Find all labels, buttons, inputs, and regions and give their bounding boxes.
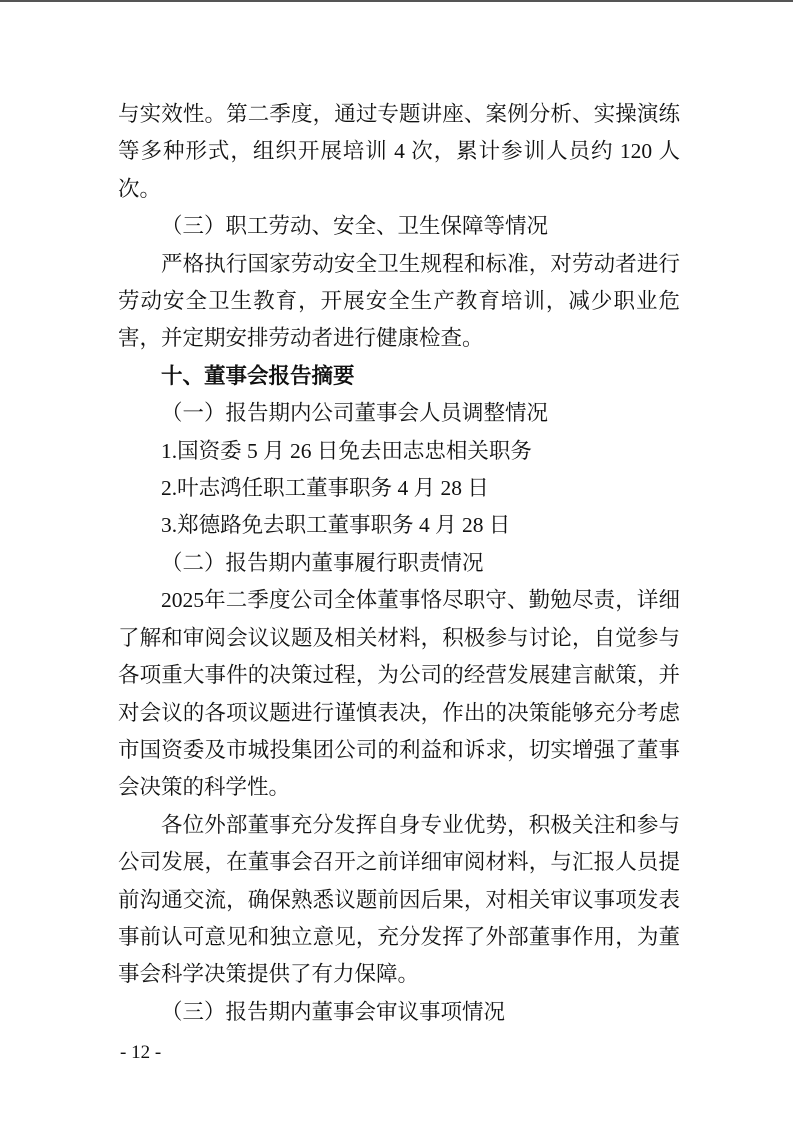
list-item: 1.国资委 5 月 26 日免去田志忠相关职务 [161, 438, 532, 463]
body-paragraph: 2025年二季度公司全体董事恪尽职守、勤勉尽责，详细了解和审阅会议议题及相关材料，积极参与讨论，自觉参与各项重大事件的决策过程，为公司的经营发展建言献策，并对会议的各项议题进行谨慎表决，作出的决策能够充分考虑市国资委及市城投集团公司的利益和诉求，切实增强了董事会决策的科学性。 [118, 588, 680, 800]
subsection-heading: （三）职工劳动、安全、卫生保障等情况 [161, 214, 549, 239]
subsection-heading: （二）报告期内董事履行职责情况 [161, 550, 484, 575]
list-item: 2.叶志鸿任职工董事职务 4 月 28 日 [161, 476, 489, 501]
document-body [118, 96, 680, 1031]
section-heading: 十、董事会报告摘要 [161, 363, 355, 388]
body-paragraph: 严格执行国家劳动安全卫生规程和标准，对劳动者进行劳动安全卫生教育，开展安全生产教育培训，减少职业危害，并定期安排劳动者进行健康检查。 [118, 251, 680, 351]
body-paragraph-continuation: 与实效性。第二季度，通过专题讲座、案例分析、实操演练等多种形式，组织开展培训 4 次，累计参训人员约 120 人次。 [118, 102, 680, 201]
body-paragraph: 各位外部董事充分发挥自身专业优势，积极关注和参与公司发展，在董事会召开之前详细审阅材料，与汇报人员提前沟通交流，确保熟悉议题前因后果，对相关审议事项发表事前认可意见和独立意见，充分发挥了外部董事作用，为董事会科学决策提供了有力保障。 [118, 812, 680, 987]
list-item: 3.郑德路免去职工董事职务 4 月 28 日 [161, 513, 511, 538]
subsection-heading: （三）报告期内董事会审议事项情况 [161, 999, 506, 1024]
subsection-heading: （一）报告期内公司董事会人员调整情况 [161, 401, 549, 426]
page-number: - 12 - [120, 1042, 162, 1063]
